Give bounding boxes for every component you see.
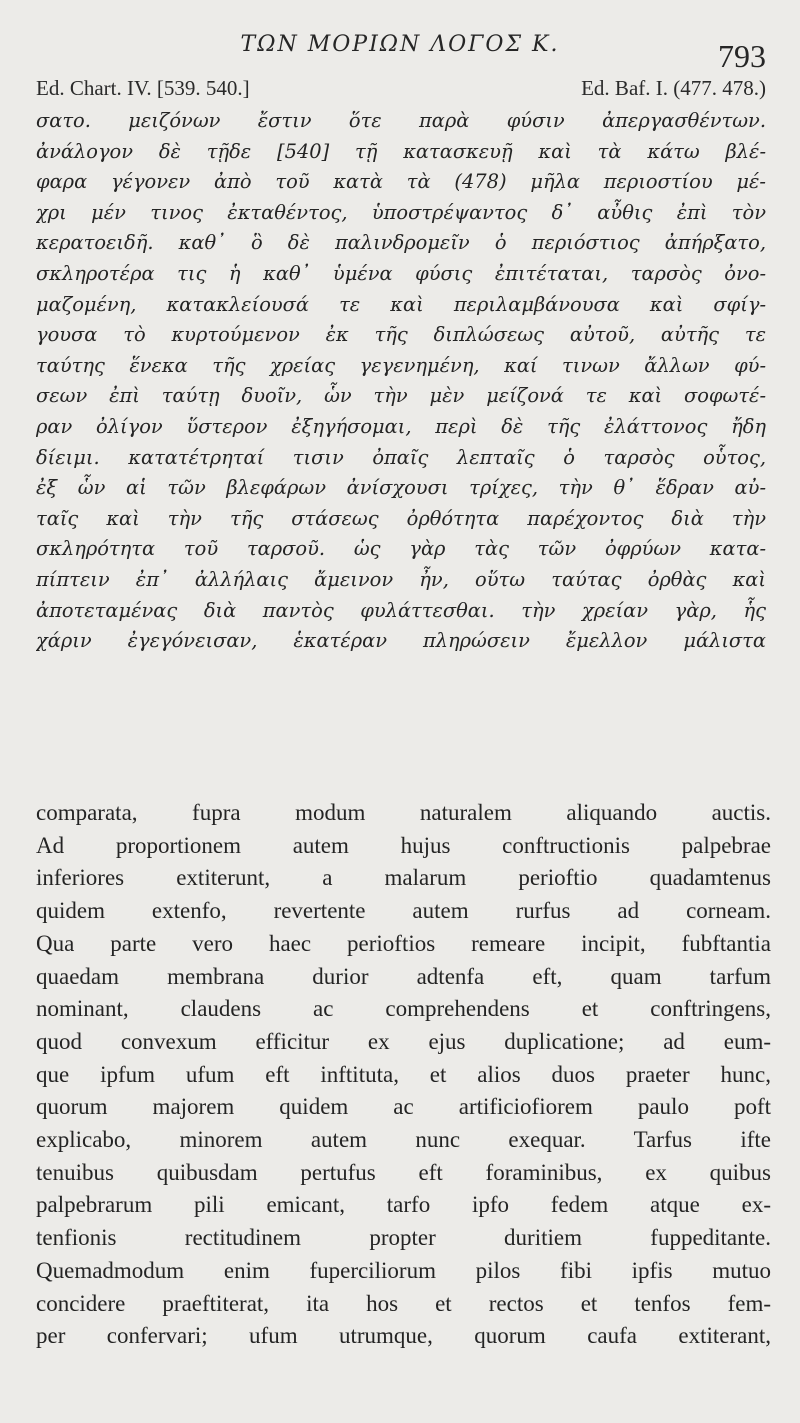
greek-line: ἀποτεταμένας διὰ παντὸς φυλάττεσθαι. τὴν χρείαν γὰρ, ἧς [36,598,766,622]
latin-line: explicabo, minorem autem nunc exequar. Tarfus ifte [36,1127,771,1153]
latin-line: quorum majorem quidem ac artificiofiorem paulo poft [36,1094,771,1120]
greek-line: πίπτειν ἐπ᾽ ἀλλήλαις ἄμεινον ἦν, οὕτω ταύτας ὀρθὰς καὶ [36,567,766,591]
greek-line: σατο. μειζόνων ἔστιν ὅτε παρὰ φύσιν ἀπεργασθέντων. [36,109,766,132]
edition-reference-line [36,76,766,106]
latin-text-block [36,797,771,1353]
edition-reference-basel: Ed. Baf. I. (477. 478.) [581,76,766,100]
greek-line: γουσα τὸ κυρτούμενον ἐκ τῆς διπλώσεως αὐτοῦ, αὐτῆς τε [36,323,766,347]
page-number: 793 [718,38,766,74]
greek-line: χάριν ἐγεγόνεισαν, ἑκατέραν πληρώσειν ἔμελλον μάλιστα [36,629,766,653]
latin-line: Quemadmodum enim fuperciliorum pilos fibi ipfis mutuo [36,1257,771,1283]
greek-line: ταύτης ἕνεκα τῆς χρείας γεγενημένη, καί τινων ἄλλων φύ- [36,353,766,377]
latin-line: tenuibus quibusdam pertufus eft foraminibus, ex quibus [36,1159,771,1185]
greek-line: σεων ἐπὶ ταύτῃ δυοῖν, ὧν τὴν μὲν μείζονά τε καὶ σοφωτέ- [36,384,766,408]
greek-line: φαρα γέγονεν ἀπὸ τοῦ κατὰ τὰ (478) μῆλα περιοστίου μέ- [36,170,766,194]
latin-line: concidere praeftiterat, ita hos et rectos et tenfos fem- [36,1290,771,1316]
latin-line: inferiores extiterunt, a malarum perioftio quadamtenus [36,865,771,891]
greek-line: ἀνάλογον δὲ τῇδε [540] τῇ κατασκευῇ καὶ τὰ κάτω βλέ- [36,139,766,163]
latin-line: Ad proportionem autem hujus conftructionis palpebrae [36,832,771,858]
greek-text-block [36,106,766,657]
running-title: ΤΩΝ ΜΟΡΙΩΝ ΛΟΓΟΣ Κ. [240,32,560,57]
greek-line: σκληρότητα τοῦ ταρσοῦ. ὡς γὰρ τὰς τῶν ὀφρύων κατα- [36,537,766,561]
latin-line: que ipfum ufum eft inftituta, et alios duos praeter hunc, [36,1061,771,1087]
greek-line: ταῖς καὶ τὴν τῆς στάσεως ὀρθότητα παρέχοντος διὰ τὴν [36,506,766,530]
page-header [0,24,800,74]
latin-line: quaedam membrana durior adtenfa eft, quam tarfum [36,963,771,989]
latin-line: comparata, fupra modum naturalem aliquando auctis. [36,800,771,825]
greek-line: μαζομένη, κατακλείουσά τε καὶ περιλαμβάνουσα καὶ σφίγ- [36,292,766,316]
latin-line: Qua parte vero haec perioftios remeare incipit, fubftantia [36,930,771,956]
greek-line: σκληροτέρα τις ἡ καθ᾽ ὑμένα φύσις ἐπιτέταται, ταρσὸς ὀνο- [36,261,766,285]
greek-line: χρι μέν τινος ἐκταθέντος, ὑποστρέψαντος δ᾽ αὖθις ἐπὶ τὸν [36,200,766,224]
edition-reference-chartier: Ed. Chart. IV. [539. 540.] [36,76,250,100]
greek-line: δίειμι. κατατέτρηταί τισιν ὀπαῖς λεπταῖς ὁ ταρσὸς οὗτος, [36,445,766,469]
greek-line: ἐξ ὧν αἱ τῶν βλεφάρων ἀνίσχουσι τρίχες, τὴν θ᾽ ἕδραν αὐ- [36,476,766,500]
latin-line: quidem extenfo, revertente autem rurfus ad corneam. [36,898,771,924]
latin-line: tenfionis rectitudinem propter duritiem fuppeditante. [36,1225,771,1251]
latin-line: per confervari; ufum utrumque, quorum caufa extiterant, [36,1323,771,1349]
latin-line: quod convexum efficitur ex ejus duplicatione; ad eum- [36,1028,771,1054]
greek-line: κερατοειδῆ. καθ᾽ ὃ δὲ παλινδρομεῖν ὁ περιόστιος ἀπήρξατο, [36,231,766,255]
latin-line: palpebrarum pili emicant, tarfo ipfo fedem atque ex- [36,1192,771,1218]
greek-line: ραν ὀλίγον ὕστερον ἐξηγήσομαι, περὶ δὲ τῆς ἐλάττονος ἤδη [36,414,766,438]
latin-line: nominant, claudens ac comprehendens et conftringens, [36,996,771,1022]
